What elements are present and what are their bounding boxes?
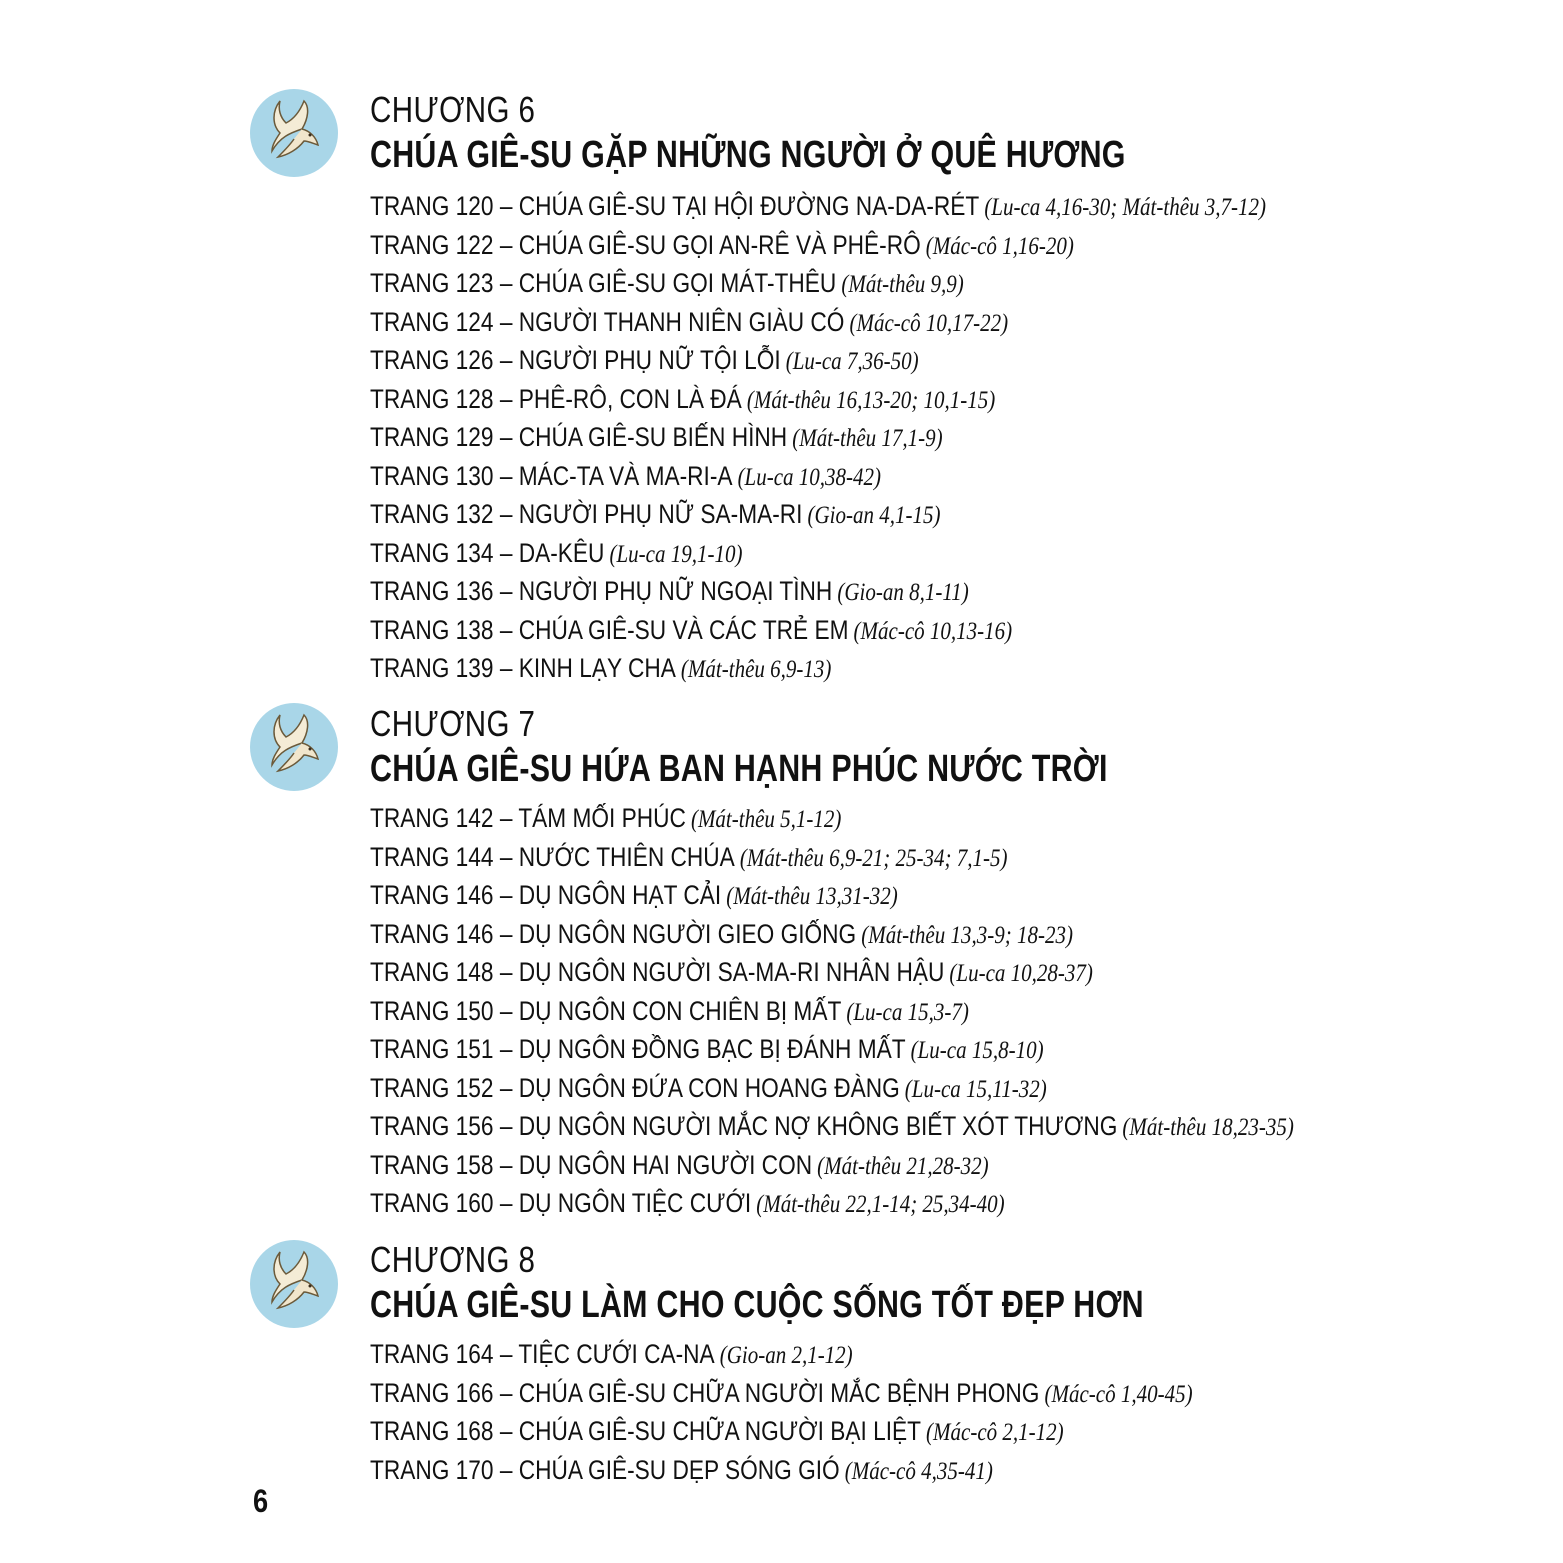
list-item: TRANG 164 – TIỆC CƯỚI CA-NA (Gio-an 2,1-12) [370,1339,853,1369]
list-item: TRANG 158 – DỤ NGÔN HAI NGƯỜI CON (Mát-thêu 21,28-32) [370,1149,989,1180]
entry-list [370,799,1470,1223]
list-item: TRANG 128 – PHÊ-RÔ, CON LÀ ĐÁ (Mát-thêu 16,13-20; 10,1-15) [370,383,996,414]
list-item: TRANG 151 – DỤ NGÔN ĐỒNG BẠC BỊ ĐÁNH MẤT (Lu-ca 15,8-10) [370,1034,1044,1064]
chapter-label: CHƯƠNG 7 [370,703,536,744]
entry-list [370,187,1437,688]
list-item: TRANG 122 – CHÚA GIÊ-SU GỌI AN-RÊ VÀ PHÊ-RÔ (Mác-cô 1,16-20) [370,229,1074,260]
chapter-title: CHÚA GIÊ-SU GẶP NHỮNG NGƯỜI Ở QUÊ HƯƠNG [370,134,1126,176]
list-item: TRANG 123 – CHÚA GIÊ-SU GỌI MÁT-THÊU (Mát-thêu 9,9) [370,268,964,298]
list-item: TRANG 156 – DỤ NGÔN NGƯỜI MẮC NỢ KHÔNG BIẾT XÓT THƯƠNG (Mát-thêu 18,23-35) [370,1111,1294,1141]
dove-icon [250,89,338,177]
list-item: TRANG 144 – NƯỚC THIÊN CHÚA (Mát-thêu 6,9-21; 25-34; 7,1-5) [370,841,1008,872]
dove-icon [250,703,338,791]
list-item: TRANG 148 – DỤ NGÔN NGƯỜI SA-MA-RI NHÂN HẬU (Lu-ca 10,28-37) [370,957,1093,987]
chapter-title: CHÚA GIÊ-SU HỨA BAN HẠNH PHÚC NƯỚC TRỜI [370,748,1108,790]
chapter-label: CHƯƠNG 6 [370,89,536,130]
list-item: TRANG 142 – TÁM MỐI PHÚC (Mát-thêu 5,1-12) [370,803,842,833]
list-item: TRANG 130 – MÁC-TA VÀ MA-RI-A (Lu-ca 10,38-42) [370,460,882,491]
page-number: 6 [253,1483,269,1519]
list-item: TRANG 146 – DỤ NGÔN HẠT CẢI (Mát-thêu 13,31-32) [370,880,898,910]
list-item: TRANG 146 – DỤ NGÔN NGƯỜI GIEO GIỐNG (Mát-thêu 13,3-9; 18-23) [370,918,1073,949]
list-item: TRANG 124 – NGƯỜI THANH NIÊN GIÀU CÓ (Mác-cô 10,17-22) [370,306,1009,337]
list-item: TRANG 136 – NGƯỜI PHỤ NỮ NGOẠI TÌNH (Gio-an 8,1-11) [370,576,969,606]
list-item: TRANG 138 – CHÚA GIÊ-SU VÀ CÁC TRẺ EM (Mác-cô 10,13-16) [370,614,1013,645]
list-item: TRANG 160 – DỤ NGÔN TIỆC CƯỚI (Mát-thêu 22,1-14; 25,34-40) [370,1188,1005,1218]
list-item: TRANG 166 – CHÚA GIÊ-SU CHỮA NGƯỜI MẮC BỆNH PHONG (Mác-cô 1,40-45) [370,1377,1193,1408]
chapter-label: CHƯƠNG 8 [370,1239,536,1280]
list-item: TRANG 129 – CHÚA GIÊ-SU BIẾN HÌNH (Mát-thêu 17,1-9) [370,422,943,452]
list-item: TRANG 168 – CHÚA GIÊ-SU CHỮA NGƯỜI BẠI LIỆT (Mác-cô 2,1-12) [370,1416,1064,1446]
dove-icon [250,1240,338,1328]
list-item: TRANG 152 – DỤ NGÔN ĐỨA CON HOANG ĐÀNG (Lu-ca 15,11-32) [370,1072,1047,1103]
list-item: TRANG 134 – DA-KÊU (Lu-ca 19,1-10) [370,537,743,568]
list-item: TRANG 120 – CHÚA GIÊ-SU TẠI HỘI ĐƯỜNG NA-DA-RÉT (Lu-ca 4,16-30; Mát-thêu 3,7-12) [370,191,1267,221]
chapter-title: CHÚA GIÊ-SU LÀM CHO CUỘC SỐNG TỐT ĐẸP HƠN [370,1284,1144,1326]
list-item: TRANG 150 – DỤ NGÔN CON CHIÊN BỊ MẤT (Lu-ca 15,3-7) [370,995,969,1026]
list-item: TRANG 132 – NGƯỜI PHỤ NỮ SA-MA-RI (Gio-an 4,1-15) [370,499,941,529]
list-item: TRANG 170 – CHÚA GIÊ-SU DẸP SÓNG GIÓ (Mác-cô 4,35-41) [370,1454,993,1485]
list-item: TRANG 139 – KINH LẠY CHA (Mát-thêu 6,9-13) [370,653,832,683]
list-item: TRANG 126 – NGƯỜI PHỤ NỮ TỘI LỖI (Lu-ca 7,36-50) [370,345,919,375]
entry-list [370,1335,1349,1489]
